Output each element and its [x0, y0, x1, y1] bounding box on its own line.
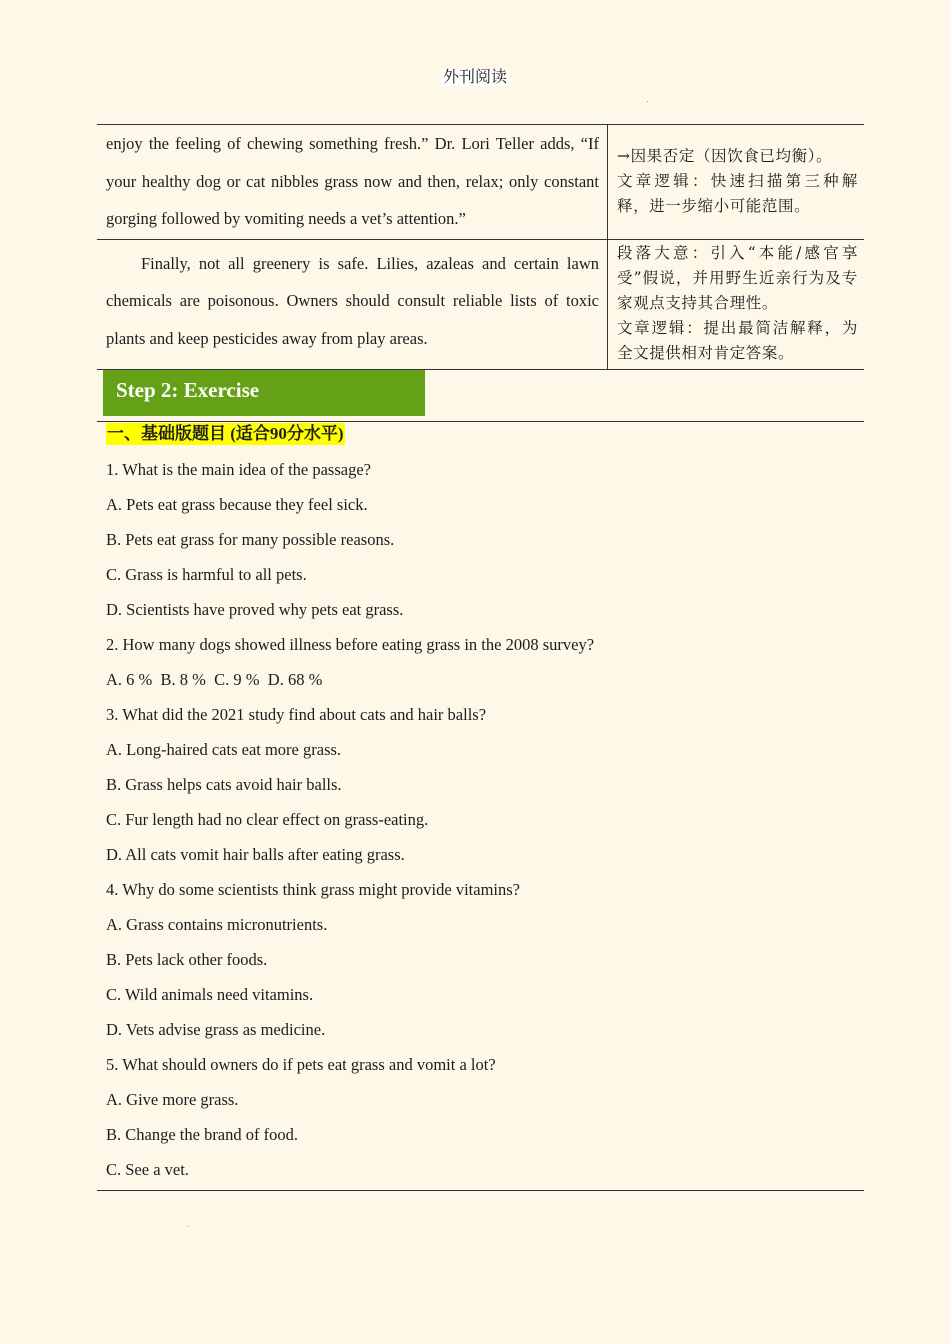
- reading-row: [97, 125, 864, 240]
- note-line: →因果否定（因饮食已均衡）。: [617, 147, 833, 165]
- option-line: C. Grass is harmful to all pets.: [106, 565, 307, 584]
- speck-mark: [188, 1226, 189, 1227]
- header-title: 外刊阅读: [442, 69, 507, 86]
- question-line: 4. Why do some scientists think grass might provide vitamins?: [106, 880, 520, 899]
- option-line: D. Vets advise grass as medicine.: [106, 1020, 326, 1039]
- option-line: B. Pets lack other foods.: [106, 950, 268, 969]
- page-header: [0, 67, 950, 89]
- question-line: 1. What is the main idea of the passage?: [106, 460, 371, 479]
- option-line: B. Grass helps cats avoid hair balls.: [106, 775, 342, 794]
- chinese-note: [608, 125, 864, 219]
- option-line: A. Pets eat grass because they feel sick.: [106, 495, 368, 514]
- step-title: Step 2: Exercise: [116, 378, 260, 402]
- reading-table: [97, 124, 864, 370]
- option-line: A. Long-haired cats eat more grass.: [106, 740, 342, 759]
- option-line: B. Change the brand of food.: [106, 1125, 298, 1144]
- english-cell: [97, 239, 608, 370]
- question-line: 5. What should owners do if pets eat grass and vomit a lot?: [106, 1055, 496, 1074]
- section-divider: [97, 421, 864, 422]
- speck-mark: [647, 101, 648, 102]
- english-paragraph: enjoy the feeling of chewing something fresh.” Dr. Lori Teller adds, “If your healthy dog or cat nibbles grass now and then, relax; only constant gorging followed by vomiting needs a vet’s attention.”: [106, 134, 599, 228]
- english-paragraph-text: Finally, not all greenery is safe. Lilies, azaleas and certain lawn chemicals are poisonous. Owners should consult reliable lists of toxic plants and keep pesticides away from play areas.: [106, 253, 599, 348]
- chinese-note: [608, 240, 864, 366]
- reading-row: [97, 239, 864, 370]
- question-line: 3. What did the 2021 study find about cats and hair balls?: [106, 705, 487, 724]
- english-paragraph: [97, 240, 607, 370]
- option-line: A. Grass contains micronutrients.: [106, 915, 328, 934]
- option-line: A. 6 % B. 8 % C. 9 % D. 68 %: [106, 670, 323, 689]
- bottom-divider: [97, 1190, 864, 1191]
- option-line: A. Give more grass.: [106, 1090, 239, 1109]
- step-banner: [103, 370, 425, 416]
- note-line: 文章逻辑：提出最简洁解释，为全文提供相对肯定答案。: [617, 318, 858, 362]
- option-line: B. Pets eat grass for many possible reasons.: [106, 530, 395, 549]
- chinese-cell: [608, 239, 865, 370]
- note-line: 文章逻辑：快速扫描第三种解释，进一步缩小可能范围。: [617, 172, 858, 215]
- question-line: 2. How many dogs showed illness before eating grass in the 2008 survey?: [106, 635, 595, 654]
- option-line: C. Fur length had no clear effect on grass-eating.: [106, 810, 429, 829]
- english-cell: [97, 125, 608, 240]
- note-line: 段落大意：引入“本能/感官享受”假说，并用野生近亲行为及专家观点支持其合理性。: [617, 243, 858, 312]
- chinese-cell: [608, 125, 865, 240]
- option-line: C. See a vet.: [106, 1160, 189, 1179]
- level-title: 一、基础版题目 (适合90分水平): [107, 424, 344, 443]
- option-line: C. Wild animals need vitamins.: [106, 985, 314, 1004]
- option-line: D. Scientists have proved why pets eat grass.: [106, 600, 404, 619]
- option-line: D. All cats vomit hair balls after eating grass.: [106, 845, 405, 864]
